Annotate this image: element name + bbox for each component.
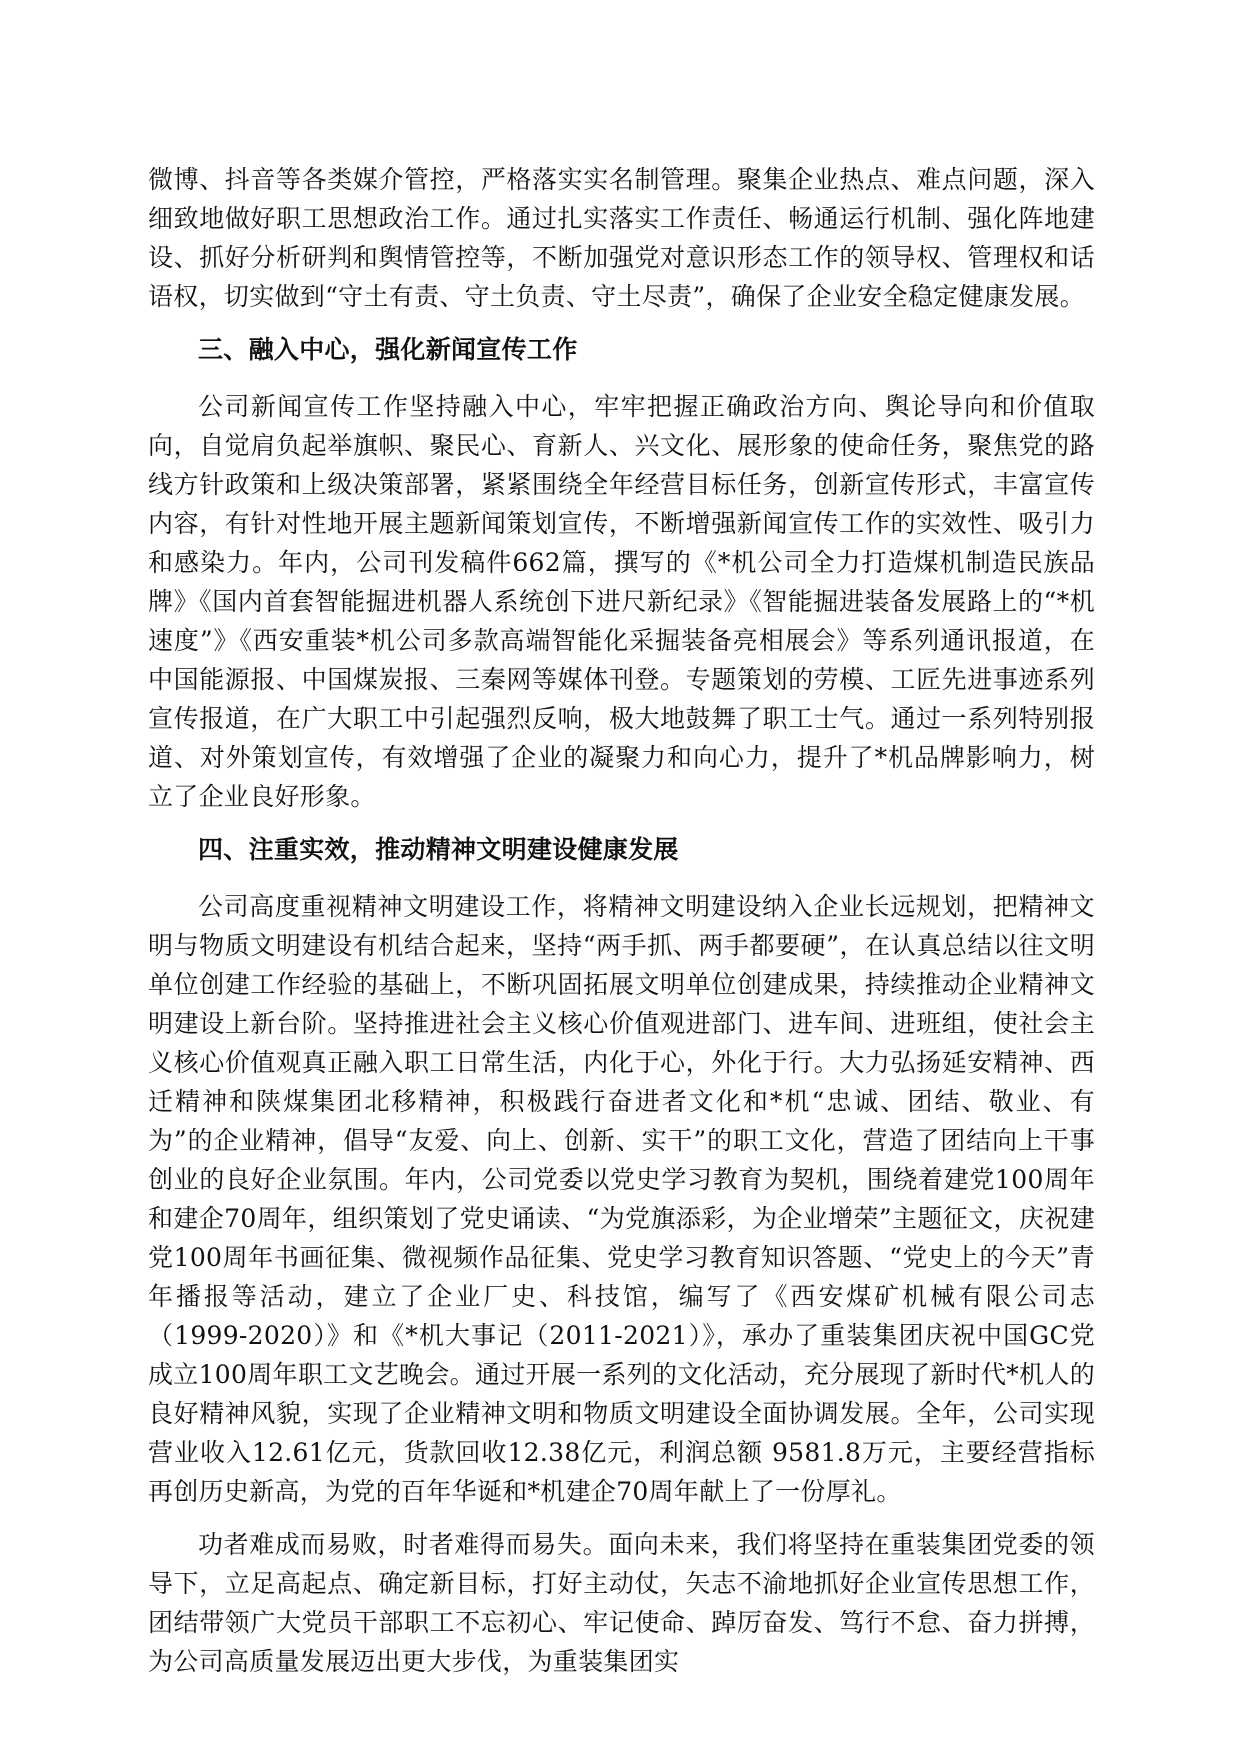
section-heading-4: 四、注重实效，推动精神文明建设健康发展	[198, 835, 679, 864]
section-heading-3: 三、融入中心，强化新闻宣传工作	[198, 335, 578, 364]
paragraph-spiritual-civilization: 公司高度重视精神文明建设工作，将精神文明建设纳入企业长远规划，把精神文明与物质文明建设有机结合起来，坚持“两手抓、两手都要硬”，在认真总结以往文明单位创建工作经验的基础上，不断巩固拓展文明单位创建成果，持续推动企业精神文明建设上新台阶。坚持推进社会主义核心价值观进部门、进车间、进班组，使社会主义核心价值观真正融入职工日常生活，内化于心，外化于行。大力弘扬延安精神、西迁精神和陕煤集团北移精神，积极践行奋进者文化和*机“忠诚、团结、敬业、有为”的企业精神，倡导“友爱、向上、创新、实干”的职工文化，营造了团结向上干事创业的良好企业氛围。年内，公司党委以党史学习教育为契机，围绕着建党100周年和建企70周年，组织策划了党史诵读、“为党旗添彩，为企业增荣”主题征文，庆祝建党100周年书画征集、微视频作品征集、党史学习教育知识答题、“党史上的今天”青年播报等活动，建立了企业厂史、科技馆，编写了《西安煤矿机械有限公司志（1999-2020）》和《*机大事记（2011-2021）》，承办了重装集团庆祝中国GC党成立100周年职工文艺晚会。通过开展一系列的文化活动，充分展现了新时代*机人的良好精神风貌，实现了企业精神文明和物质文明建设全面协调发展。全年，公司实现营业收入12.61亿元，货款回收12.38亿元，利润总额 9581.8万元，主要经营指标再创历史新高，为党的百年华诞和*机建企70周年献上了一份厚礼。	[148, 892, 1095, 1506]
paragraph-conclusion: 功者难成而易败，时者难得而易失。面向未来，我们将坚持在重装集团党委的领导下，立足高起点、确定新目标，打好主动仗，矢志不渝地抓好企业宣传思想工作，团结带领广大党员干部职工不忘初心、牢记使命、踔厉奋发、笃行不怠、奋力拼搏，为公司高质量发展迈出更大步伐，为重装集团实	[148, 1530, 1095, 1676]
paragraph-news-publicity: 公司新闻宣传工作坚持融入中心，牢牢把握正确政治方向、舆论导向和价值取向，自觉肩负起举旗帜、聚民心、育新人、兴文化、展形象的使命任务，聚焦党的路线方针政策和上级决策部署，紧紧围绕全年经营目标任务，创新宣传形式，丰富宣传内容，有针对性地开展主题新闻策划宣传，不断增强新闻宣传工作的实效性、吸引力和感染力。年内，公司刊发稿件662篇，撰写的《*机公司全力打造煤机制造民族品牌》《国内首套智能掘进机器人系统创下进尺新纪录》《智能掘进装备发展路上的“*机速度”》《西安重装*机公司多款高端智能化采掘装备亮相展会》等系列通讯报道，在中国能源报、中国煤炭报、三秦网等媒体刊登。专题策划的劳模、工匠先进事迹系列宣传报道，在广大职工中引起强烈反响，极大地鼓舞了职工士气。通过一系列特别报道、对外策划宣传，有效增强了企业的凝聚力和向心力，提升了*机品牌影响力，树立了企业良好形象。	[148, 392, 1095, 811]
document-page	[148, 160, 1095, 1695]
paragraph-intro: 微博、抖音等各类媒介管控，严格落实实名制管理。聚集企业热点、难点问题，深入细致地做好职工思想政治工作。通过扎实落实工作责任、畅通运行机制、强化阵地建设、抓好分析研判和舆情管控等，不断加强党对意识形态工作的领导权、管理权和话语权，切实做到“守土有责、守土负责、守土尽责”，确保了企业安全稳定健康发展。	[148, 165, 1095, 311]
